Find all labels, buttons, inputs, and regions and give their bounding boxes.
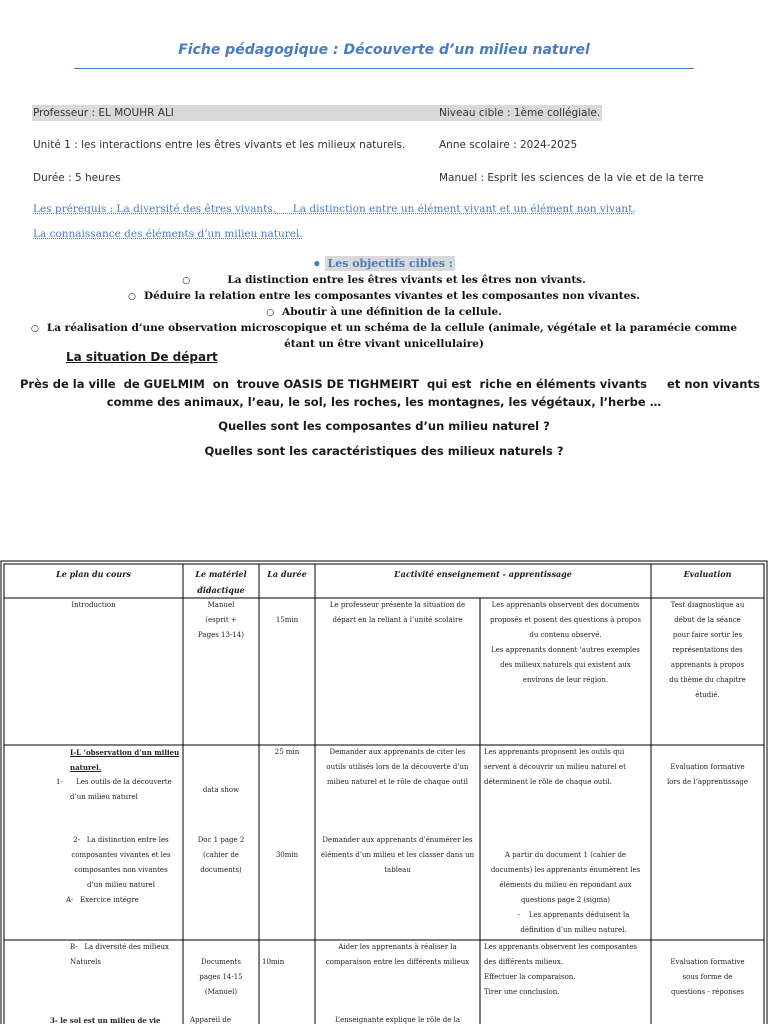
objectif-item: ○ La distinction entre les êtres vivants et les êtres non vivants. — [182, 274, 586, 286]
question-2: Quelles sont les caractéristiques des milieux naturels ? — [204, 444, 564, 458]
row2-duree1: 25 min — [274, 748, 300, 756]
row1-duree: 15min — [275, 616, 299, 624]
row2-eleves1: Les apprenants proposent les outils qui servent à découvrir un milieu naturel et déterminent le rôle de chaque outil. — [484, 748, 626, 786]
row2-materiel1: data show — [202, 786, 240, 794]
header-evaluation: Evaluation — [683, 569, 732, 579]
header-activite: L’activité enseignement - apprentissage — [394, 569, 572, 579]
row1-prof: Le professeur présente la situation de départ en la reliant à l’unité scolaire — [329, 601, 466, 624]
row2-duree2: 30min — [275, 851, 299, 859]
page-title: Fiche pédagogique : Découverte d’un milieu naturel — [178, 42, 590, 58]
row2-materiel2: Doc 1 page 2 (cahier de documents) — [197, 836, 245, 874]
objectif-item: ○ Aboutir à une définition de la cellule. — [266, 306, 502, 318]
row3-eleves: Les apprenants observent les composantes des différents milieux. Effectuer la comparaison. Tirer une conclusion. — [484, 943, 637, 996]
row3-prof: Aider les apprenants à réaliser la comparaison entre les différents milieux — [325, 943, 470, 966]
row1-plan: Introduction — [71, 601, 116, 609]
objectif-item: ○ Déduire la relation entre les composantes vivantes et les composantes non vivantes. — [128, 290, 640, 302]
header-duree: La durée — [267, 569, 307, 579]
circle-bullet-icon: ○ — [266, 308, 275, 318]
row3-evaluation: Evaluation formative sous forme de questions - réponses — [670, 958, 745, 996]
row2-evaluation: Evaluation formative lors de l’apprentissage — [666, 763, 749, 786]
objectif-item: ○ La réalisation d’une observation microscopique et un schéma de la cellule (animale, végétale et la paramécie comme — [30, 322, 738, 334]
bullet-icon: ● — [313, 256, 321, 270]
annee-scolaire: Anne scolaire : 2024-2025 — [439, 139, 578, 151]
unite: Unité 1 : les interactions entre les êtres vivants et les milieux naturels. — [33, 139, 406, 151]
objectifs-heading — [0, 254, 768, 272]
row3-plan: B- La diversité des milieux Naturels — [70, 943, 169, 966]
row3-materiel2: Appareil de — [190, 1016, 232, 1024]
row3-duree: 10min — [262, 958, 285, 966]
row3-plan-item3: 3- le sol est un milieu de vie — [50, 1016, 161, 1024]
objectifs-heading-text: Les objectifs cibles : — [327, 257, 453, 270]
objectif-item-continued: étant un être vivant unicellulaire) — [284, 338, 484, 350]
row3-materiel: Documents pages 14-15 (Manuel) — [199, 958, 243, 996]
professeur: Professeur : EL MOUHR ALI — [33, 107, 174, 119]
row2-plan-item1: 1- Les outils de la découverte d’un milieu naturel — [56, 778, 172, 801]
row2-prof2: Demander aux apprenants d’énumérer les éléments d’un milieu et les classer dans un tableau — [320, 836, 475, 874]
row2-prof1: Demander aux apprenants de citer les outils utilisés lors de la découverte d’un milieu naturel et le rôle de chaque outil — [326, 748, 469, 786]
manuel: Manuel : Esprit les sciences de la vie et de la terre — [439, 172, 704, 184]
circle-bullet-icon: ○ — [182, 276, 191, 286]
niveau: Niveau cible : 1ème collégiale. — [439, 107, 601, 119]
circle-bullet-icon: ○ — [30, 324, 39, 334]
row2-plan-title: I-L ‘observation d’un milieu naturel. — [70, 748, 180, 772]
row1-evaluation: Test diagnostique au début de la séance pour faire sortir les représentations des apprenants à propos du thème du chapitre étudié. — [669, 601, 746, 699]
row3-prof2: L’enseignante explique le rôle de la — [334, 1016, 461, 1024]
row2-eleves2-bullet: - Les apprenants déduisent la définition d’un milieu naturel. — [517, 911, 630, 934]
row2-plan-item2: 2- La distinction entre les composantes vivantes et les composantes non vivantes d’un milieu naturel A- Exercice intégre — [66, 836, 171, 904]
title-underline — [74, 68, 694, 69]
prerequis-line-2: La connaissance des éléments d’un milieu naturel. — [33, 228, 303, 240]
duree: Durée : 5 heures — [33, 172, 121, 184]
question-1: Quelles sont les composantes d’un milieu naturel ? — [218, 419, 550, 433]
row2-eleves2: A partir du document 1 (cahier de documents) les apprenants énumèrent les éléments du milieu en répondant aux questions page 2 (sigma) — [490, 851, 641, 904]
row1-materiel: Manuel (esprit + Pages 13-14) — [198, 601, 244, 639]
situation-text: Près de la ville de GUELMIM on trouve OASIS DE TIGHMEIRT qui est riche en éléments vivants et non vivants comme des animaux, l’eau, le sol, les roches, les montagnes, les végétaux, l’herbe … — [20, 377, 760, 409]
header-plan: Le plan du cours — [56, 569, 131, 579]
row1-eleves: Les apprenants observent des documents proposés et posent des questions à propos du contenu observé. Les apprenants donnent ‘autres exemples des milieux naturels qui existent aux environs de leur région. — [490, 601, 641, 684]
circle-bullet-icon: ○ — [128, 292, 136, 302]
header-materiel: Le matériel didactique — [195, 569, 247, 595]
prerequis-line-1: Les prérequis : La diversité des êtres vivants. La distinction entre un élément vivant et un élément non vivant. — [33, 203, 636, 215]
situation-heading: La situation De départ — [66, 350, 218, 364]
